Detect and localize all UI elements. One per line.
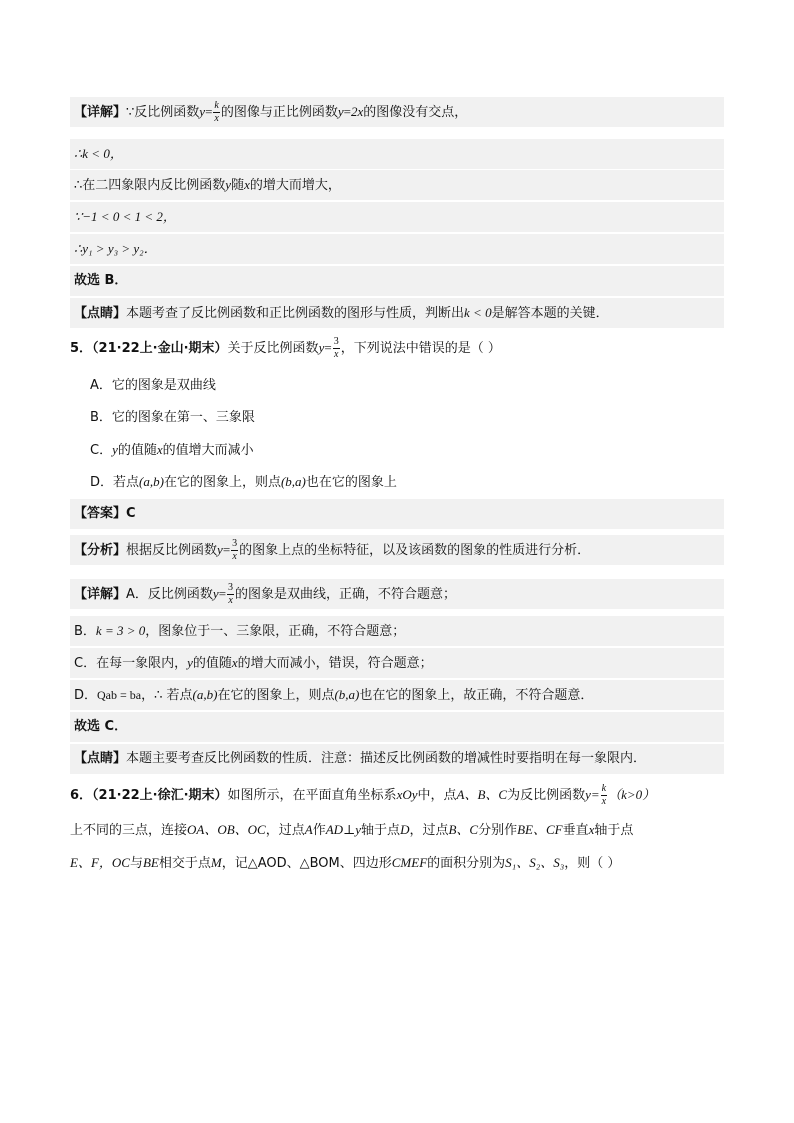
math-text: AD⊥y [325,822,362,837]
detail-text: 随 [231,178,245,193]
stem-text: 轴于点 [361,823,401,838]
fraction-k-over-x: $\frac{k}{x}$ [601,783,607,807]
stem-text: ，下列说法中错误的是（ ） [340,341,501,356]
stem-text: 的面积分别为 [427,856,506,871]
q4-detail-line-5 [70,234,724,264]
option-text: 也在它的图象上 [305,475,397,490]
question-source: （21·22上·金山·期末） [92,341,228,356]
math-eq: = [222,542,231,557]
detail-tag: 【详解】 [74,105,127,120]
math-eq: = [218,586,227,601]
stem-text: ，则（ ） [564,856,621,871]
detail-text: 的增大而增大， [249,178,341,193]
analysis-text: 根据反比例函数 [126,543,218,558]
detail-tag: 【详解】 [74,587,127,602]
comment-text: 是解答本题的关键． [491,306,609,321]
detail-text: ∵反比例函数 [126,105,200,120]
option-text: 在它的图象上，则点 [163,475,281,490]
q5-pick [70,712,724,742]
math-text: M [210,855,222,870]
q5-detail-c [70,648,724,678]
math-text: A、B、C [456,787,508,802]
stem-text: 上不同的三点，连接 [70,823,188,838]
math-y: y [187,655,193,670]
math-x: x [156,442,163,457]
detail-text: 的值随 [192,656,232,671]
stem-text: 中，点 [417,788,457,803]
stem-text: ，过点 [265,823,305,838]
stem-text: 垂直 [562,823,589,838]
math-text: y= [585,787,600,802]
fraction-k-over-x: $\frac{k}{x}$ [214,100,219,124]
q6-stem-line-1 [70,780,655,811]
q5-detail-d [70,680,724,710]
math-y: y [212,586,219,601]
detail-text: 也在它的图象上，故正确，不符合题意． [359,688,594,703]
detail-text: ，∴ 若点 [141,688,193,703]
math-text: A [304,822,313,837]
stem-text: 相交于点 [158,856,211,871]
detail-text: B． [74,624,96,639]
q5-option-c [90,436,254,464]
math-text: BE、CF [517,822,563,837]
detail-text: ∴在二四象限内反比例函数 [74,178,226,193]
math-text: k = 3 > 0 [95,623,146,638]
detail-text: D． [74,688,98,703]
math-y: y [199,104,206,119]
stem-text: 轴于点 [594,823,634,838]
stem-text: 如图所示，在平面直角坐标系 [227,788,397,803]
detail-text: 在它的图象上，则点 [217,688,335,703]
option-text: A．它的图象是双曲线 [90,378,216,393]
comment-text: 本题考查了反比例函数和正比例函数的图形与性质，判断出 [126,306,465,321]
math-x: x [244,177,250,192]
stem-text: 与 [129,856,143,871]
math-text: ∴k < 0， [74,146,123,161]
math-text: CMEF [391,855,428,870]
q5-detail-b [70,616,724,646]
answer-value: C [126,506,136,521]
math-y: y [217,542,223,557]
answer-tag: 【答案】 [74,506,127,521]
q4-answer-pick [70,266,724,296]
math-text: S₁、S₂、S₃ [505,855,565,870]
q4-detail-line-4 [70,202,724,232]
stem-text: 分别作 [478,823,518,838]
math-text: ∴y₁ > y₃ > y₂． [74,241,157,256]
q4-detail-line-2 [70,139,724,169]
q4-detail-line-1 [70,97,724,127]
stem-text: 关于反比例函数 [227,341,319,356]
option-text: B．它的图象在第一、三象限 [90,410,255,425]
detail-text: 的增大而减小，错误，符合题意； [237,656,433,671]
q4-detail-line-3 [70,170,724,200]
answer-pick: 故选 C． [74,719,128,734]
math-point-ab: (a,b) [192,687,218,702]
option-text: C． [90,443,113,458]
math-text: E、F，OC [70,855,130,870]
math-text: D [400,822,410,837]
fraction-3-over-x: $\frac{3}{x}$ [333,336,339,360]
q5-detail-a [70,579,724,609]
q5-analysis [70,535,724,565]
q5-option-b [90,404,255,432]
q5-answer [70,499,724,529]
option-text: 的值增大而减小 [162,443,254,458]
answer-pick: 故选 B． [74,273,128,288]
option-text: 的值随 [117,443,157,458]
math-text: （k>0） [608,787,656,802]
analysis-tag: 【分析】 [74,543,127,558]
option-text: D．若点 [90,475,140,490]
math-y: y [337,104,344,119]
fraction-3-over-x: $\frac{3}{x}$ [228,582,234,606]
math-text: Qab = ba [97,688,142,702]
detail-text: A．反比例函数 [126,587,213,602]
math-text: B、C [448,822,479,837]
comment-tag: 【点睛】 [74,306,127,321]
math-x: x [231,655,238,670]
detail-text: 的图象是双曲线，正确，不符合题意； [235,587,457,602]
stem-text: ，过点 [409,823,449,838]
comment-text: 本题主要考查反比例函数的性质．注意：描述反比例函数的增减性时要指明在每一象限内． [126,751,647,766]
fraction-3-over-x: $\frac{3}{x}$ [232,538,238,562]
q6-stem-line-3 [70,848,620,879]
math-text: BE [142,855,159,870]
comment-tag: 【点睛】 [74,751,127,766]
math-y: y [112,442,118,457]
question-source: （21·22上·徐汇·期末） [92,788,228,803]
stem-text: 为反比例函数 [507,788,586,803]
q4-comment [70,298,724,328]
math-point-ba: (b,a) [280,474,306,489]
math-text: xOy [396,787,418,802]
math-text: ∵−1 < 0 < 1 < 2， [74,209,176,224]
stem-text: 作 [312,823,326,838]
q5-stem [70,333,501,364]
detail-text: C．在每一象限内， [74,656,188,671]
math-y: y [225,177,232,192]
math-2x: 2x [351,104,364,119]
q6-stem-line-2 [70,815,633,846]
math-eq: = [343,104,352,119]
detail-text: 的图像与正比例函数 [220,105,338,120]
math-text: OA、OB、OC [187,822,266,837]
detail-text: 的图像没有交点， [363,105,468,120]
math-eq: = [324,340,332,355]
math-eq: = [205,104,213,119]
math-y: y [318,340,325,355]
math-x: x [588,822,595,837]
math-point-ba: (b,a) [334,687,360,702]
question-number: 5． [70,341,93,356]
q5-option-a [90,372,216,400]
math-text: k < 0 [464,305,492,320]
detail-text: ，图象位于一、三象限，正确，不符合题意； [145,624,406,639]
analysis-text: 的图象上点的坐标特征，以及该函数的图象的性质进行分析． [239,543,591,558]
q5-option-d [90,468,397,496]
question-number: 6． [70,788,93,803]
stem-text: ，记△AOD、△BOM、四边形 [221,856,392,871]
math-point-ab: (a,b) [139,474,164,489]
q5-comment [70,744,724,774]
